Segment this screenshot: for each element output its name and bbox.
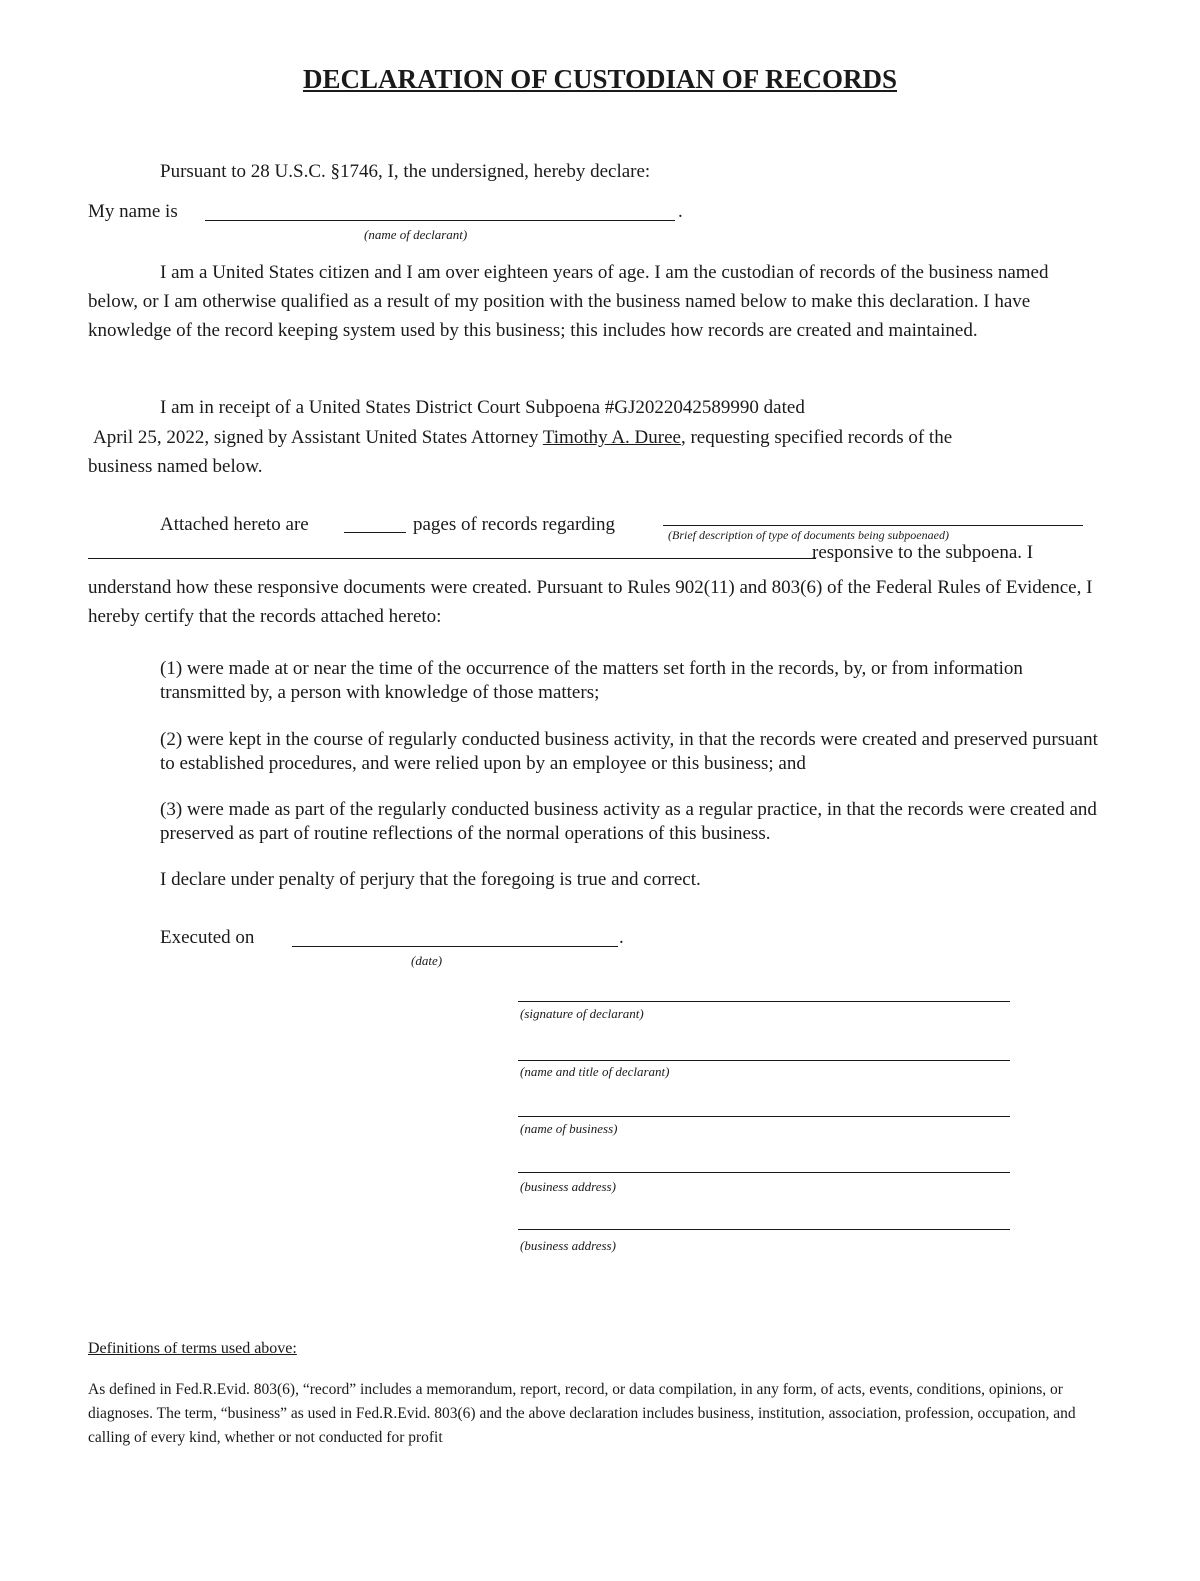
subpoena-line-3: business named below.: [88, 456, 263, 477]
name-prefix: My name is: [88, 201, 178, 222]
subpoena-line-1: I am in receipt of a United States District Court Subpoena #GJ2022042589990 dated: [160, 397, 805, 418]
subpoena-text-a: April 25, 2022, signed by Assistant United States Attorney: [93, 427, 543, 448]
signature-caption: (signature of declarant): [520, 1006, 644, 1021]
name-suffix: .: [678, 201, 683, 222]
executed-suffix: .: [619, 927, 624, 948]
definitions-body: As defined in Fed.R.Evid. 803(6), “record” includes a memorandum, report, record, or data compilation, in any form, of acts, events, conditions, opinions, or diagnoses. The term, “business” as used in Fed.R.Evid. 803(6) and the above declaration includes business, institution, association, profession, occupation, and calling of every kind, whether or not conducted for profit: [88, 1381, 1076, 1446]
date-field[interactable]: [292, 946, 618, 947]
page-count-field[interactable]: [344, 532, 406, 533]
description-field-continued[interactable]: [88, 558, 816, 559]
intro-text: Pursuant to 28 U.S.C. §1746, I, the undersigned, hereby declare:: [160, 161, 651, 182]
name-title-caption: (name and title of declarant): [520, 1064, 670, 1079]
subpoena-text-b: , requesting specified records of the: [680, 427, 953, 448]
document-title: DECLARATION OF CUSTODIAN OF RECORDS: [302, 64, 898, 94]
attached-text-b: pages of records regarding: [413, 514, 616, 535]
executed-label: Executed on: [160, 927, 255, 948]
subpoena-line-2: [93, 427, 952, 449]
description-field[interactable]: [663, 525, 1083, 526]
business-name-field[interactable]: [518, 1116, 1010, 1117]
date-caption: (date): [411, 953, 443, 968]
attached-text-a: Attached hereto are: [160, 514, 309, 535]
name-title-field[interactable]: [518, 1060, 1010, 1061]
name-caption: (name of declarant): [364, 227, 468, 242]
attorney-name: Timothy A. Duree: [542, 427, 681, 448]
definitions-heading: Definitions of terms used above:: [88, 1340, 297, 1357]
paragraph-custodian: I am a United States citizen and I am over eighteen years of age. I am the custodian of records of the business named below, or I am otherwise qualified as a result of my position with the business named below to make this declaration. I have knowledge of the record keeping system used by this business; this includes how records are created and maintained.: [88, 262, 1049, 341]
description-caption: (Brief description of type of documents being subpoenaed): [668, 528, 949, 542]
certification-item-2: (2) were kept in the course of regularly conducted business activity, in that the records were created and preserved pursuant to established procedures, and were relied upon by an employee or this business; and: [160, 729, 1098, 774]
business-address-caption-1: (business address): [520, 1179, 616, 1194]
certification-item-1: (1) were made at or near the time of the occurrence of the matters set forth in the records, by, or from information transmitted by, a person with knowledge of those matters;: [160, 658, 1023, 703]
business-address-field-2[interactable]: [518, 1229, 1010, 1230]
perjury-statement: I declare under penalty of perjury that the foregoing is true and correct.: [160, 869, 701, 890]
certification-item-3: (3) were made as part of the regularly conducted business activity as a regular practice, in that the records were created and preserved as part of routine reflections of the normal operations of this business.: [160, 799, 1097, 844]
paragraph-certify: understand how these responsive documents were created. Pursuant to Rules 902(11) and 803(6) of the Federal Rules of Evidence, I hereby certify that the records attached hereto:: [88, 577, 1093, 627]
business-address-caption-2: (business address): [520, 1238, 616, 1253]
business-address-field-1[interactable]: [518, 1172, 1010, 1173]
declarant-name-field[interactable]: [205, 220, 675, 221]
signature-field[interactable]: [518, 1001, 1010, 1002]
responsive-text: responsive to the subpoena. I: [812, 542, 1034, 563]
business-name-caption: (name of business): [520, 1121, 618, 1136]
